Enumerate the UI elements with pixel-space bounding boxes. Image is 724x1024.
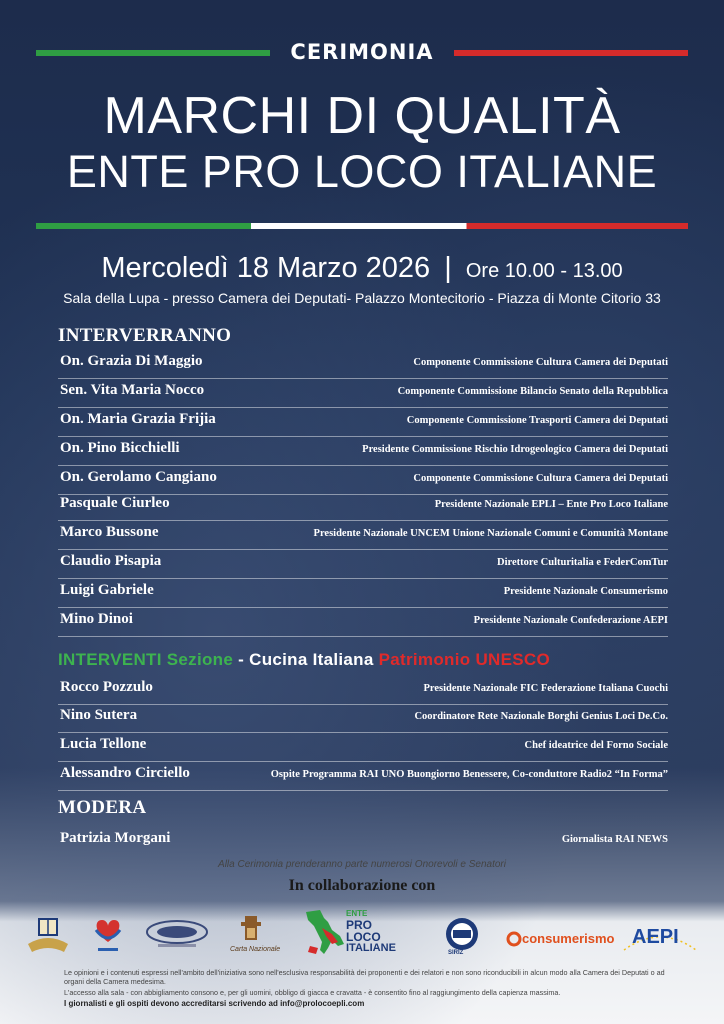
tricolor-bar <box>36 223 688 229</box>
speaker-name: On. Maria Grazia Frijia <box>60 411 216 427</box>
ornament-logo-icon <box>144 918 210 950</box>
carta-nazionale-label: Carta Nazionale <box>230 946 281 953</box>
heading-part-red: Patrimonio UNESCO <box>378 650 550 669</box>
disclaimer <box>64 968 684 1010</box>
epli-label-3: LOCO <box>346 930 381 944</box>
kicker: CERIMONIA <box>290 40 434 64</box>
speaker-name: Rocco Pozzulo <box>60 679 153 695</box>
list-item <box>58 704 668 733</box>
speaker-role: Componente Commissione Trasporti Camera dei Deputati <box>406 415 668 426</box>
date-separator: | <box>444 252 452 284</box>
event-venue: Sala della Lupa - presso Camera dei Deputati- Palazzo Montecitorio - Piazza di Monte Citorio 33 <box>63 290 661 306</box>
speaker-role: Presidente Nazionale FIC Federazione Italiana Cuochi <box>423 683 668 694</box>
speaker-role: Presidente Commissione Rischio Idrogeologico Camera dei Deputati <box>362 444 668 455</box>
list-item <box>58 521 668 550</box>
list-item <box>58 827 668 855</box>
speaker-role: Chef ideatrice del Forno Sociale <box>524 740 668 751</box>
speaker-name: Marco Bussone <box>60 524 159 540</box>
list-item <box>58 733 668 762</box>
speaker-name: On. Grazia Di Maggio <box>60 353 203 369</box>
title-line-2: ENTE PRO LOCO ITALIANE <box>66 146 658 197</box>
epli-label-2: PRO <box>346 918 373 932</box>
speaker-role: Presidente Nazionale EPLI – Ente Pro Loco Italiane <box>434 499 668 510</box>
speaker-name: Nino Sutera <box>60 707 138 723</box>
section-heading-cucina <box>58 650 550 670</box>
list-item <box>58 350 668 379</box>
speaker-name: Pasquale Ciurleo <box>60 495 170 511</box>
section-heading-moderator: MODERA <box>58 797 147 818</box>
list-item <box>58 676 668 705</box>
list-item <box>58 437 668 466</box>
disclaimer-access: L'accesso alla sala - con abbigliamento consono e, per gli uomini, obbligo di giacca e cravatta - è consentito fino al raggiungimento della capienza massima. <box>64 988 561 997</box>
speaker-role: Direttore Culturitalia e FederComTur <box>497 557 668 568</box>
speaker-role: Presidente Nazionale UNCEM Unione Nazionale Comuni e Comunità Montane <box>313 528 668 539</box>
speaker-name: Alessandro Circiello <box>60 765 190 781</box>
speaker-name: Patrizia Morgani <box>60 830 171 846</box>
speaker-name: Claudio Pisapia <box>60 553 162 569</box>
speaker-name: Sen. Vita Maria Nocco <box>60 382 205 398</box>
collaboration-title: In collaborazione con <box>288 877 436 894</box>
consumerismo-label: consumerismo <box>522 931 615 946</box>
speaker-name: On. Gerolamo Cangiano <box>60 469 217 485</box>
section-heading-speakers: INTERVERRANNO <box>58 325 232 346</box>
speaker-name: Lucia Tellone <box>60 736 147 752</box>
attendance-note: Alla Cerimonia prenderanno parte numerosi Onorevoli e Senatori <box>218 859 506 870</box>
date-line <box>0 252 724 285</box>
event-date: Mercoledì 18 Marzo 2026 <box>101 252 431 284</box>
speaker-role: Componente Commissione Cultura Camera dei Deputati <box>413 357 668 368</box>
epli-label-1: ENTE <box>346 909 368 918</box>
heading-part-white: - Cucina Italiana <box>233 650 379 669</box>
event-time: Ore 10.00 - 13.00 <box>465 260 623 282</box>
consumerismo-logo-icon <box>506 931 522 947</box>
siriz-logo-icon <box>444 916 480 952</box>
speaker-name: On. Pino Bicchielli <box>60 440 180 456</box>
list-item <box>58 408 668 437</box>
speaker-name: Luigi Gabriele <box>60 582 154 598</box>
speaker-role: Ospite Programma RAI UNO Buongiorno Benessere, Co-conduttore Radio2 “In Forma” <box>270 769 668 780</box>
accreditation-email-link[interactable]: info@prolocoepli.com <box>280 999 365 1008</box>
title-line-1: MARCHI DI QUALITÀ <box>103 87 621 145</box>
speaker-name: Mino Dinoi <box>60 611 133 627</box>
heart-logo-icon <box>90 912 126 956</box>
accreditation-text: I giornalisti e gli ospiti devono accreditarsi scrivendo ad <box>64 999 281 1008</box>
list-item <box>58 466 668 495</box>
speaker-role: Componente Commissione Cultura Camera dei Deputati <box>413 473 668 484</box>
list-item <box>58 550 668 579</box>
speaker-role: Componente Commissione Bilancio Senato della Repubblica <box>397 386 668 397</box>
list-item <box>58 762 668 791</box>
aepi-label: AEPI <box>632 926 679 948</box>
list-item <box>58 379 668 408</box>
siriz-label: SIRIZ <box>448 950 464 956</box>
speaker-role: Presidente Nazionale Consumerismo <box>503 586 668 597</box>
epli-label-4: ITALIANE <box>346 942 396 954</box>
italy-map-logo-icon <box>298 906 348 960</box>
speaker-role: Presidente Nazionale Confederazione AEPI <box>473 615 668 626</box>
list-item <box>58 608 668 637</box>
heading-part-green: INTERVENTI Sezione <box>58 650 234 669</box>
book-hands-logo-icon <box>24 912 72 956</box>
carta-nazionale-logo-icon <box>236 912 266 944</box>
speaker-role: Giornalista RAI NEWS <box>561 834 668 845</box>
accreditation-line <box>64 999 684 1008</box>
disclaimer-responsibility: Le opinioni e i contenuti espressi nell'ambito dell'iniziativa sono nell'esclusiva responsabilità dei proponenti e dei relatori e non sono riconducibili in alcun modo alla Camera dei Deputati o ad organi della Camera medesima. <box>64 968 665 986</box>
list-item <box>58 579 668 608</box>
speaker-role: Coordinatore Rete Nazionale Borghi Genius Loci De.Co. <box>414 711 668 722</box>
list-item <box>58 492 668 521</box>
